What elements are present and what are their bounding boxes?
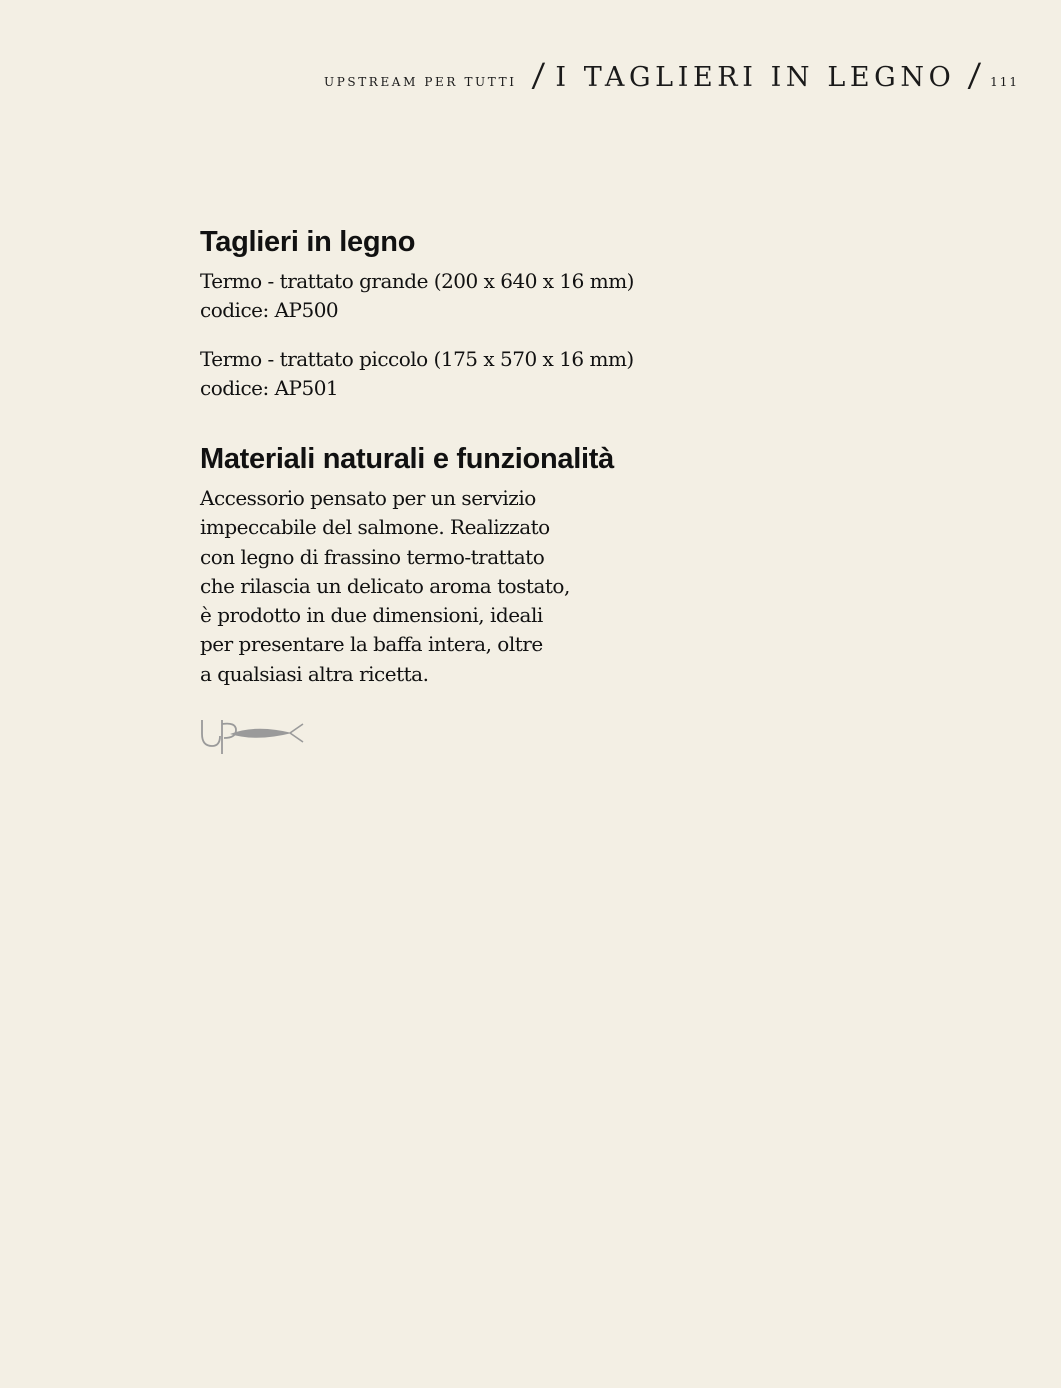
slash-divider: / [967, 56, 983, 94]
product-name: Termo - trattato grande (200 x 640 x 16 mm) [200, 269, 634, 293]
description-line: per presentare la baffa intera, oltre [200, 632, 543, 657]
running-head [324, 56, 1019, 94]
product-code: codice: AP500 [200, 298, 339, 322]
description-line: è prodotto in due dimensioni, ideali [200, 603, 543, 628]
products-heading: Taglieri in legno [200, 226, 416, 258]
logo-graphic [200, 716, 306, 756]
description-line: Accessorio pensato per un servizio [200, 486, 536, 510]
materials-heading: Materiali naturali e funzionalità [200, 443, 614, 475]
description-line: con legno di frassino termo-trattato [200, 544, 545, 569]
product-item [200, 267, 720, 325]
materials-description [200, 484, 600, 689]
chapter-title: I TAGLIERI IN LEGNO [555, 62, 956, 93]
product-item [200, 345, 720, 403]
description-line: impeccabile del salmone. Realizzato [200, 515, 550, 540]
main-content [200, 226, 720, 689]
upstream-fish-logo-icon [200, 716, 306, 761]
product-name: Termo - trattato piccolo (175 x 570 x 16 mm) [200, 347, 634, 371]
product-code: codice: AP501 [200, 376, 339, 400]
section-label: UPSTREAM PER TUTTI [324, 75, 517, 89]
page-number: 111 [990, 75, 1019, 89]
slash-divider: / [530, 56, 546, 94]
description-line: a qualsiasi altra ricetta. [200, 661, 429, 686]
description-line: che rilascia un delicato aroma tostato, [200, 573, 570, 598]
